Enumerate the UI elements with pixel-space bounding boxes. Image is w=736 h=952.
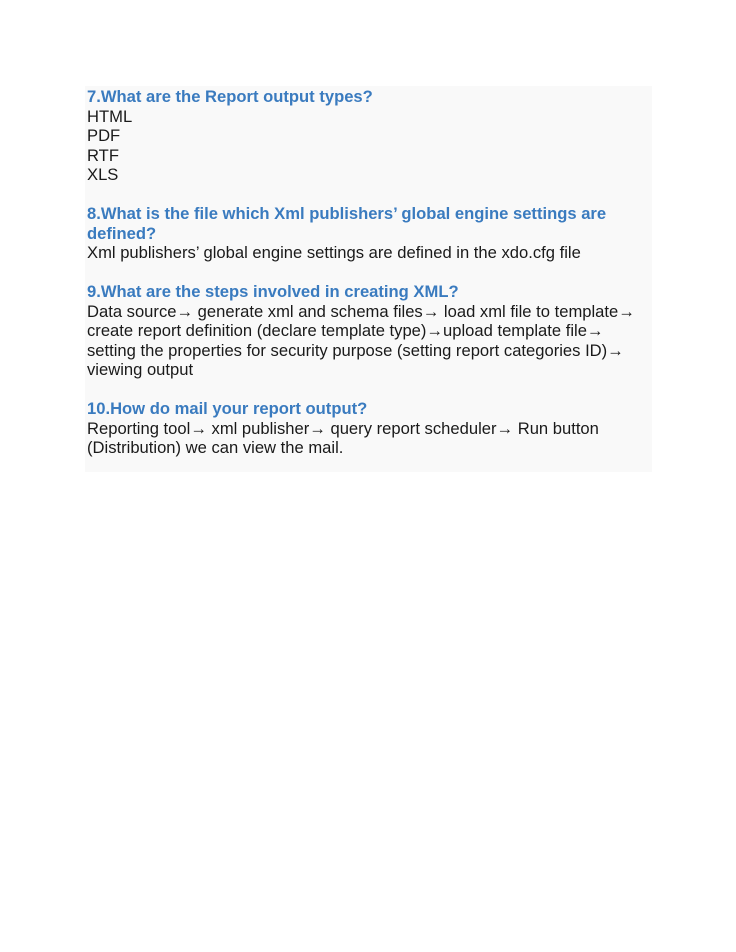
- answer-7-line-3: RTF: [87, 145, 119, 165]
- answer-9: Data source→ generate xml and schema files→ load xml file to template→ create report definition (declare template type)→upload template file→ setting the properties for security purpose (setting report categories ID)→ viewing output: [87, 301, 635, 379]
- question-10: 10.How do mail your report output?: [87, 399, 368, 418]
- content-box: [85, 86, 652, 472]
- question-7: 7.What are the Report output types?: [87, 87, 373, 106]
- question-9: 9.What are the steps involved in creating XML?: [87, 282, 459, 301]
- qa-item-8: [87, 204, 647, 263]
- answer-8: Xml publishers’ global engine settings are defined in the xdo.cfg file: [87, 243, 581, 262]
- qa-item-10: [87, 399, 647, 458]
- qa-item-9: [87, 282, 647, 380]
- answer-7-line-4: XLS: [87, 165, 119, 184]
- answer-7-line-2: PDF: [87, 126, 121, 145]
- qa-list: [87, 86, 647, 477]
- qa-item-7: [87, 87, 647, 185]
- answer-10: Reporting tool→ xml publisher→ query report scheduler→ Run button (Distribution) we can view the mail.: [87, 418, 599, 457]
- answer-7-line-1: HTML: [87, 106, 133, 126]
- question-8: 8.What is the file which Xml publishers’ global engine settings are defined?: [87, 204, 607, 243]
